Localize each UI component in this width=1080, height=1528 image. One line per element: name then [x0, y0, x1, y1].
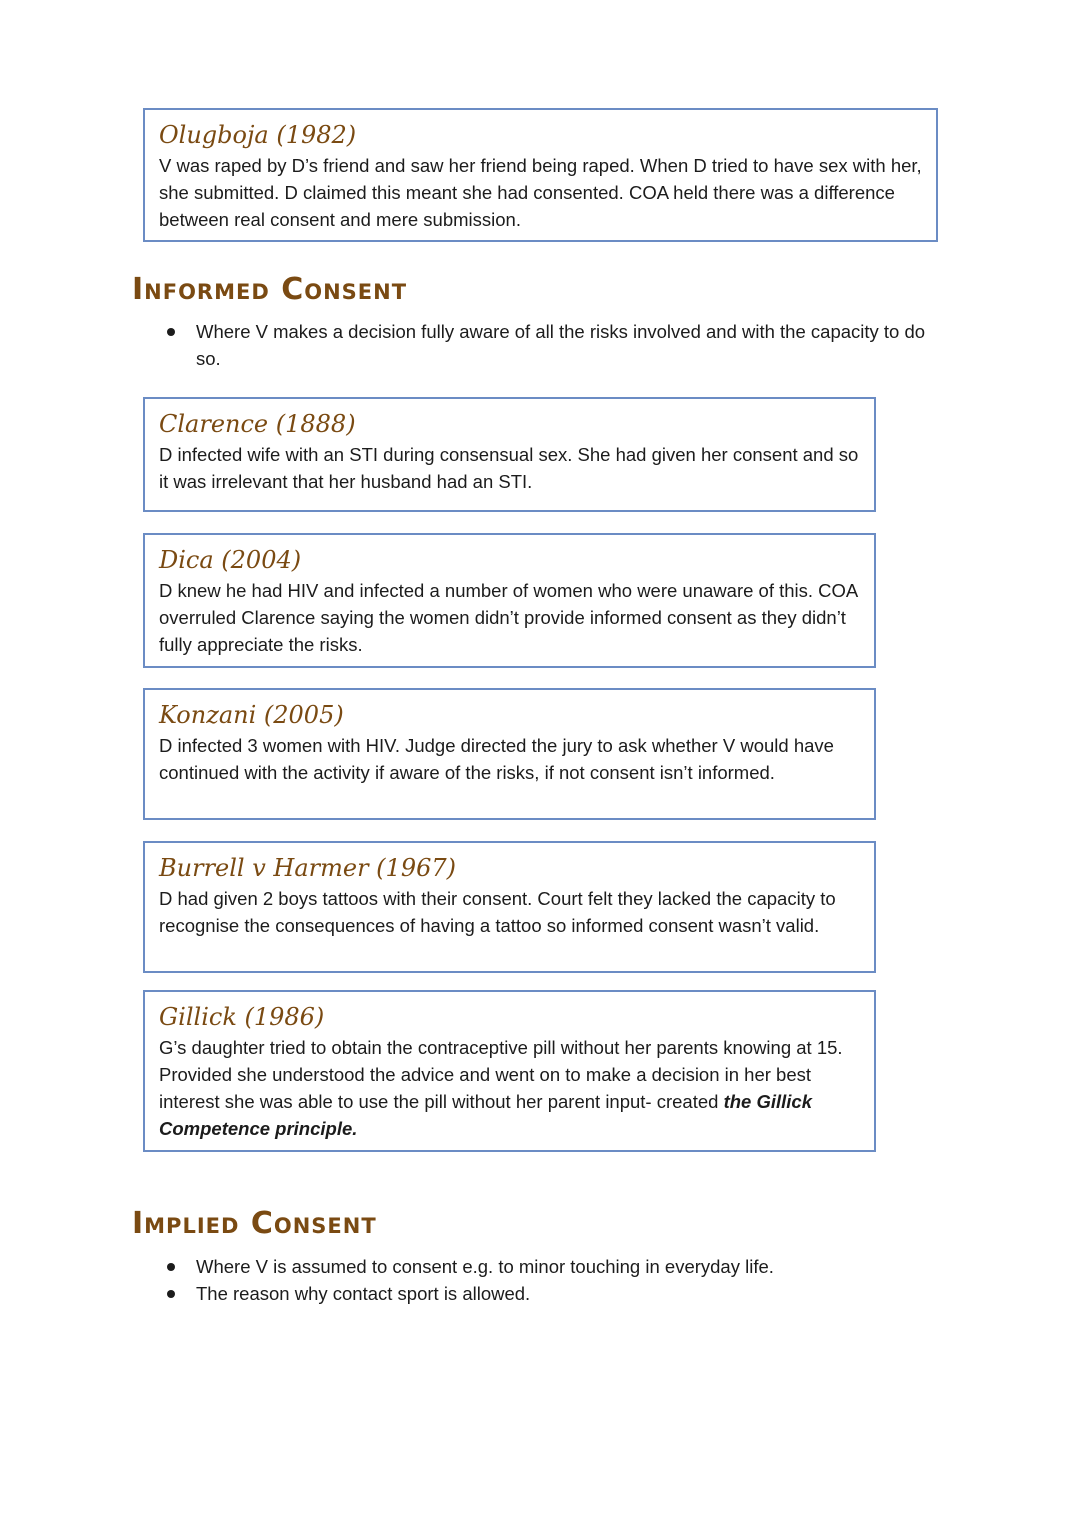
case-box-dica	[143, 533, 876, 668]
bullet-item	[160, 1253, 940, 1280]
bullet-text: The reason why contact sport is allowed.	[196, 1283, 531, 1304]
case-text-body: G’s daughter tried to obtain the contraceptive pill without her parents knowing at 15. Provided she understood the advice and went on to make a decision in her best interest she was able to use the pill without her parent input- created	[159, 1037, 843, 1112]
case-title: Dica (2004)	[159, 546, 302, 574]
bullet-text: Where V makes a decision fully aware of all the risks involved and with the capacity to do so.	[196, 321, 926, 369]
case-text	[159, 1034, 860, 1142]
case-box-burrell-v-harmer	[143, 841, 876, 973]
case-box-konzani	[143, 688, 876, 820]
case-title: Gillick (1986)	[159, 1003, 325, 1031]
case-title: Burrell v Harmer (1967)	[159, 854, 456, 882]
bullet-icon	[167, 1290, 175, 1298]
case-title: Konzani (2005)	[159, 701, 344, 729]
case-title: Olugboja (1982)	[159, 121, 357, 149]
section-heading-implied-consent: Implied Consent	[132, 1206, 377, 1241]
case-box-olugboja	[143, 108, 938, 242]
case-box-clarence	[143, 397, 876, 512]
bullet-icon	[167, 1263, 175, 1271]
case-text: V was raped by D’s friend and saw her friend being raped. When D tried to have sex with her, she submitted. D claimed this meant she had consented. COA held there was a difference between real consent and mere submission.	[159, 155, 922, 230]
case-text-emphasis: the Gillick Competence principle.	[159, 1091, 812, 1139]
bullet-list-informed	[160, 318, 940, 372]
case-text: D infected 3 women with HIV. Judge directed the jury to ask whether V would have continued with the activity if aware of the risks, if not consent isn’t informed.	[159, 735, 834, 783]
case-text: D knew he had HIV and infected a number of women who were unaware of this. COA overruled Clarence saying the women didn’t provide informed consent as they didn’t fully appreciate the risks.	[159, 580, 858, 655]
bullet-text: Where V is assumed to consent e.g. to minor touching in everyday life.	[196, 1256, 774, 1277]
case-text: D infected wife with an STI during consensual sex. She had given her consent and so it was irrelevant that her husband had an STI.	[159, 444, 859, 492]
bullet-list-implied	[160, 1253, 940, 1307]
bullet-item	[160, 1280, 940, 1307]
section-heading-informed-consent: Informed Consent	[132, 272, 408, 307]
case-text: D had given 2 boys tattoos with their consent. Court felt they lacked the capacity to recognise the consequences of having a tattoo so informed consent wasn’t valid.	[159, 888, 836, 936]
case-title: Clarence (1888)	[159, 410, 356, 438]
case-box-gillick	[143, 990, 876, 1152]
bullet-item	[160, 318, 940, 372]
bullet-icon	[167, 328, 175, 336]
